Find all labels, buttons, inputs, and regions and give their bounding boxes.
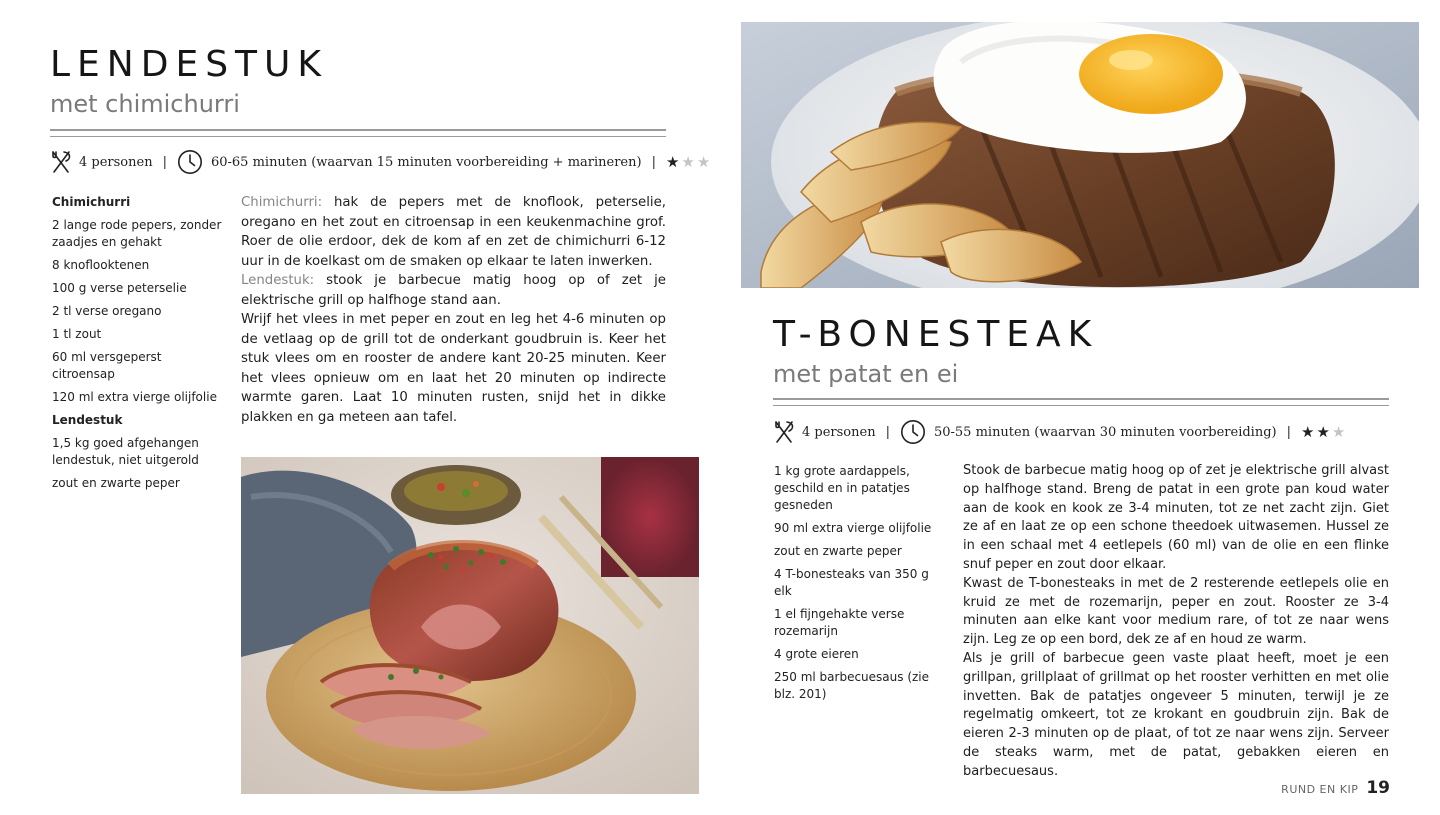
method-step-label: Chimichurri: xyxy=(241,195,323,210)
method-step-text: hak de pepers met de knoflook, peterselie, oregano en het zout en citroensap in een keukenmachine grof. Roer de olie erdoor, dek de kom af en zet de chimichurri 6-12 uur in de koelkast om de smaken op elkaar te laten inwerken. xyxy=(241,195,666,269)
ingredient-item: zout en zwarte peper xyxy=(774,544,902,558)
ingredient-group-heading: Lendestuk xyxy=(52,413,123,427)
cutlery-icon xyxy=(773,420,795,444)
method-step-text: stook je barbecue matig hoog op of zet je elektrische grill op halfhoge stand aan. xyxy=(241,273,666,308)
right-title-rule xyxy=(773,398,1389,406)
right-difficulty-rating xyxy=(1301,422,1346,441)
ingredient-item: 1 kg grote aardappels, geschild en in patatjes gesneden xyxy=(774,464,910,512)
left-recipe-title: LENDESTUK xyxy=(50,44,328,85)
star-empty-icon: ★ xyxy=(681,152,695,171)
right-servings: 4 personen xyxy=(802,424,876,440)
left-time: 60-65 minuten (waarvan 15 minuten voorbereiding + marineren) xyxy=(210,154,642,170)
lendestuk-photo xyxy=(241,457,699,794)
left-ingredient-list xyxy=(52,194,222,498)
ingredient-item: 120 ml extra vierge olijfolie xyxy=(52,390,217,404)
method-paragraph xyxy=(241,193,666,271)
t-bonesteak-photo xyxy=(741,22,1419,288)
meta-separator: | xyxy=(885,424,890,440)
method-paragraph xyxy=(241,310,666,427)
cutlery-icon xyxy=(50,150,72,174)
page-footer xyxy=(1281,778,1390,798)
method-paragraph: Stook de barbecue matig hoog op of zet je elektrische grill alvast op halfhoge stand. Breng de patat in een grote pan koud water aan de kook en kook ze 3-4 minuten, tot ze net zacht zijn. Giet ze af en laat ze op een schone theedoek uitwasemen. Hussel ze in een schaal met 4 eetlepels (60 ml) van de olie en een flinke snuf peper en zout door elkaar. xyxy=(963,463,1389,572)
right-recipe-meta xyxy=(773,419,1345,445)
meta-separator: | xyxy=(1286,424,1291,440)
left-recipe-subtitle: met chimichurri xyxy=(50,90,240,118)
left-recipe-meta xyxy=(50,149,710,175)
section-name: RUND EN KIP xyxy=(1281,783,1359,796)
star-empty-icon: ★ xyxy=(696,152,711,171)
right-recipe-title: T-BONESTEAK xyxy=(773,314,1099,355)
right-ingredient-list xyxy=(774,463,936,709)
ingredient-item: 1,5 kg goed afgehangen lendestuk, niet uitgerold xyxy=(52,436,199,467)
right-time: 50-55 minuten (waarvan 30 minuten voorbereiding) xyxy=(933,424,1277,440)
star-filled-icon: ★ xyxy=(1316,422,1330,441)
left-method-text xyxy=(241,193,666,427)
star-filled-icon: ★ xyxy=(665,152,680,171)
left-title-rule xyxy=(50,129,666,137)
method-paragraph xyxy=(241,271,666,310)
method-step-text: Wrijf het vlees in met peper en zout en leg het 4-6 minuten op de vetlaag op de grill tot de onderkant goudbruin is. Keer het stuk vlees om en rooster de andere kant 20-25 minuten. Keer het vlees opnieuw om en laat het 20 minuten op indirecte warmte garen. Laat 10 minuten rusten, snijd het in dikke plakken en ga meteen aan tafel. xyxy=(241,312,666,425)
ingredient-item: 250 ml barbecuesaus (zie blz. 201) xyxy=(774,670,930,701)
ingredient-item: 1 tl zout xyxy=(52,327,102,341)
right-recipe-subtitle: met patat en ei xyxy=(773,360,959,388)
method-step-label: Lendestuk: xyxy=(241,273,315,288)
clock-icon xyxy=(900,419,926,445)
meta-separator: | xyxy=(162,154,167,170)
ingredient-item: zout en zwarte peper xyxy=(52,476,180,490)
ingredient-item: 60 ml versgeperst citroensap xyxy=(52,350,162,381)
clock-icon xyxy=(177,149,203,175)
method-paragraph: Kwast de T-bonesteaks in met de 2 resterende eetlepels olie en kruid ze met de rozemarijn, peper en zout. Rooster ze 3-4 minuten aan elke kant voor medium rare, of tot ze naar wens zijn. Leg ze op een bord, dek ze af en houd ze warm. xyxy=(963,575,1389,648)
ingredient-item: 90 ml extra vierge olijfolie xyxy=(774,521,932,535)
ingredient-item: 8 knoflooktenen xyxy=(52,258,150,272)
star-filled-icon: ★ xyxy=(1301,422,1315,441)
page-number: 19 xyxy=(1366,778,1390,798)
ingredient-item: 2 lange rode pepers, zonder zaadjes en gehakt xyxy=(52,218,222,249)
ingredient-item: 2 tl verse oregano xyxy=(52,304,162,318)
ingredient-group-heading: Chimichurri xyxy=(52,195,131,209)
ingredient-item: 4 grote eieren xyxy=(774,647,859,661)
meta-separator: | xyxy=(651,154,656,170)
right-method-text xyxy=(963,462,1389,782)
method-paragraph: Als je grill of barbecue geen vaste plaat heeft, moet je een grillpan, grillplaat of grillmat op het rooster verhitten en met olie invetten. Bak de patatjes ongeveer 5 minuten, terwijl je ze regelmatig omkeert, tot ze krokant en goudbruin zijn. Bak de eieren 2-3 minuten op de plaat, of tot ze naar wens zijn. Serveer de steaks warm, met de patat, gebakken eieren en barbecuesaus. xyxy=(963,650,1389,779)
left-servings: 4 personen xyxy=(79,154,153,170)
ingredient-item: 100 g verse peterselie xyxy=(52,281,187,295)
left-difficulty-rating xyxy=(665,152,711,171)
ingredient-item: 1 el fijngehakte verse rozemarijn xyxy=(774,607,905,638)
star-empty-icon: ★ xyxy=(1331,422,1346,441)
ingredient-item: 4 T-bonesteaks van 350 g elk xyxy=(774,567,929,598)
